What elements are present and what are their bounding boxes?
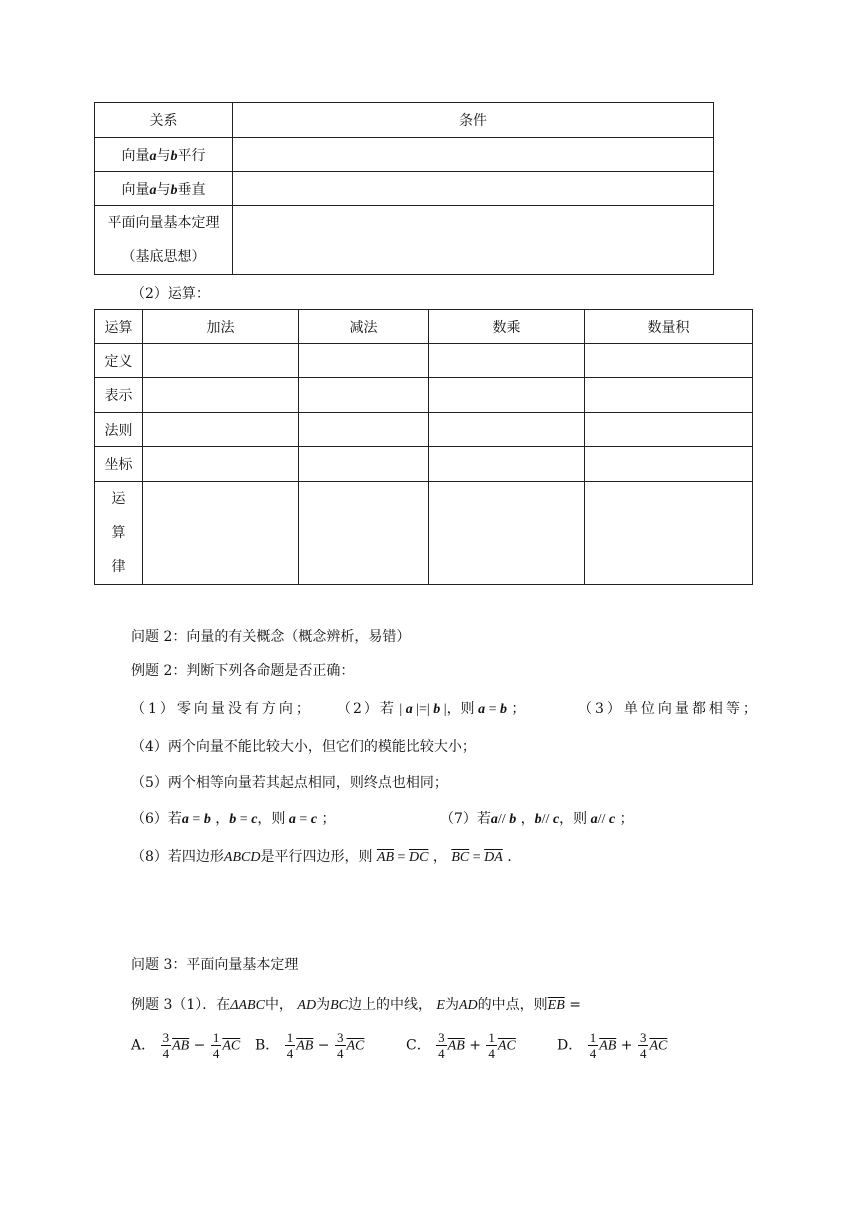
option-b[interactable]: B． $\frac{1}{4}$ $\overline{AB}$ − $\frac{3}{4}$ $\overline{AC}$ — [255, 1030, 365, 1061]
item-3: （3）单位向量都相等； — [578, 701, 760, 717]
scalar-mult-header: 数乘 — [429, 310, 585, 344]
theorem-condition-cell[interactable] — [233, 206, 714, 275]
problem-3-title: 问题 3：平面向量基本定理 — [131, 957, 299, 973]
table-cell[interactable] — [585, 344, 753, 378]
table-cell[interactable] — [585, 447, 753, 482]
table-cell[interactable] — [299, 378, 429, 413]
table-cell[interactable] — [143, 447, 299, 482]
item-6: （6）若a = b ，b = c，则 a = c ； — [131, 811, 336, 827]
table-cell[interactable] — [429, 482, 585, 585]
row-label-rule: 法则 — [95, 413, 143, 447]
table-cell[interactable] — [299, 344, 429, 378]
problem-2-title: 问题 2：向量的有关概念（概念辨析，易错） — [131, 629, 411, 645]
row-label-definition: 定义 — [95, 344, 143, 378]
item-4: （4）两个向量不能比较大小，但它们的模能比较大小； — [131, 739, 476, 755]
op-header: 运算 — [95, 310, 143, 344]
relation-header: 关系 — [95, 103, 233, 138]
table-cell[interactable] — [585, 482, 753, 585]
condition-header: 条件 — [233, 103, 714, 138]
item-1: （1）零向量没有方向； — [131, 701, 313, 717]
addition-header: 加法 — [143, 310, 299, 344]
dot-product-header: 数量积 — [585, 310, 753, 344]
table-cell[interactable] — [429, 378, 585, 413]
perpendicular-condition-cell[interactable] — [233, 172, 714, 206]
theorem-label: 平面向量基本定理 （基底思想） — [95, 206, 233, 275]
example-2-intro: 例题 2：判断下列各命题是否正确： — [131, 663, 355, 679]
table-cell[interactable] — [429, 447, 585, 482]
operation-table — [94, 309, 753, 585]
parallel-condition-cell[interactable] — [233, 138, 714, 172]
subtraction-header: 减法 — [299, 310, 429, 344]
option-a[interactable]: A． $\frac{3}{4}$ $\overline{AB}$ − $\frac{1}{4}$ $\overline{AC}$ — [131, 1030, 241, 1061]
table-cell[interactable] — [299, 413, 429, 447]
item-7: （7）若a// b ，b// c，则 a// c ； — [440, 811, 634, 827]
table-cell[interactable] — [585, 413, 753, 447]
table-cell[interactable] — [143, 413, 299, 447]
item-8: （8）若四边形ABCD是平行四边形，则 $\overline{AB} = \overline{DC}$ ， $\overline{BC} = \overline{DA}$ . — [131, 849, 512, 865]
table-cell[interactable] — [429, 344, 585, 378]
option-c[interactable]: C． $\frac{3}{4}$ $\overline{AB}$ + $\frac{1}{4}$ $\overline{AC}$ — [406, 1030, 516, 1061]
table-cell[interactable] — [299, 482, 429, 585]
example-3-question: 例题 3（1）．在ΔABC中， AD为BC边上的中线， E为AD的中点，则$\overline{EB}$ = — [131, 997, 581, 1013]
table-cell[interactable] — [429, 413, 585, 447]
item-2: （2）若 | a |=| b |，则 a = b ； — [337, 701, 526, 717]
table-cell[interactable] — [143, 378, 299, 413]
table-cell[interactable] — [143, 344, 299, 378]
item-5: （5）两个相等向量若其起点相同，则终点也相同； — [131, 775, 448, 791]
perpendicular-label: 向量a与b垂直 — [95, 172, 233, 206]
section-2-label: （2）运算： — [131, 286, 210, 302]
row-label-coordinates: 坐标 — [95, 447, 143, 482]
table-cell[interactable] — [585, 378, 753, 413]
table-cell[interactable] — [143, 482, 299, 585]
relation-table — [94, 102, 714, 275]
row-label-laws: 运 算 律 — [95, 482, 143, 585]
parallel-label: 向量a与b平行 — [95, 138, 233, 172]
table-cell[interactable] — [299, 447, 429, 482]
option-d[interactable]: D． $\frac{1}{4}$ $\overline{AB}$ + $\frac{3}{4}$ $\overline{AC}$ — [557, 1030, 668, 1061]
row-label-representation: 表示 — [95, 378, 143, 413]
